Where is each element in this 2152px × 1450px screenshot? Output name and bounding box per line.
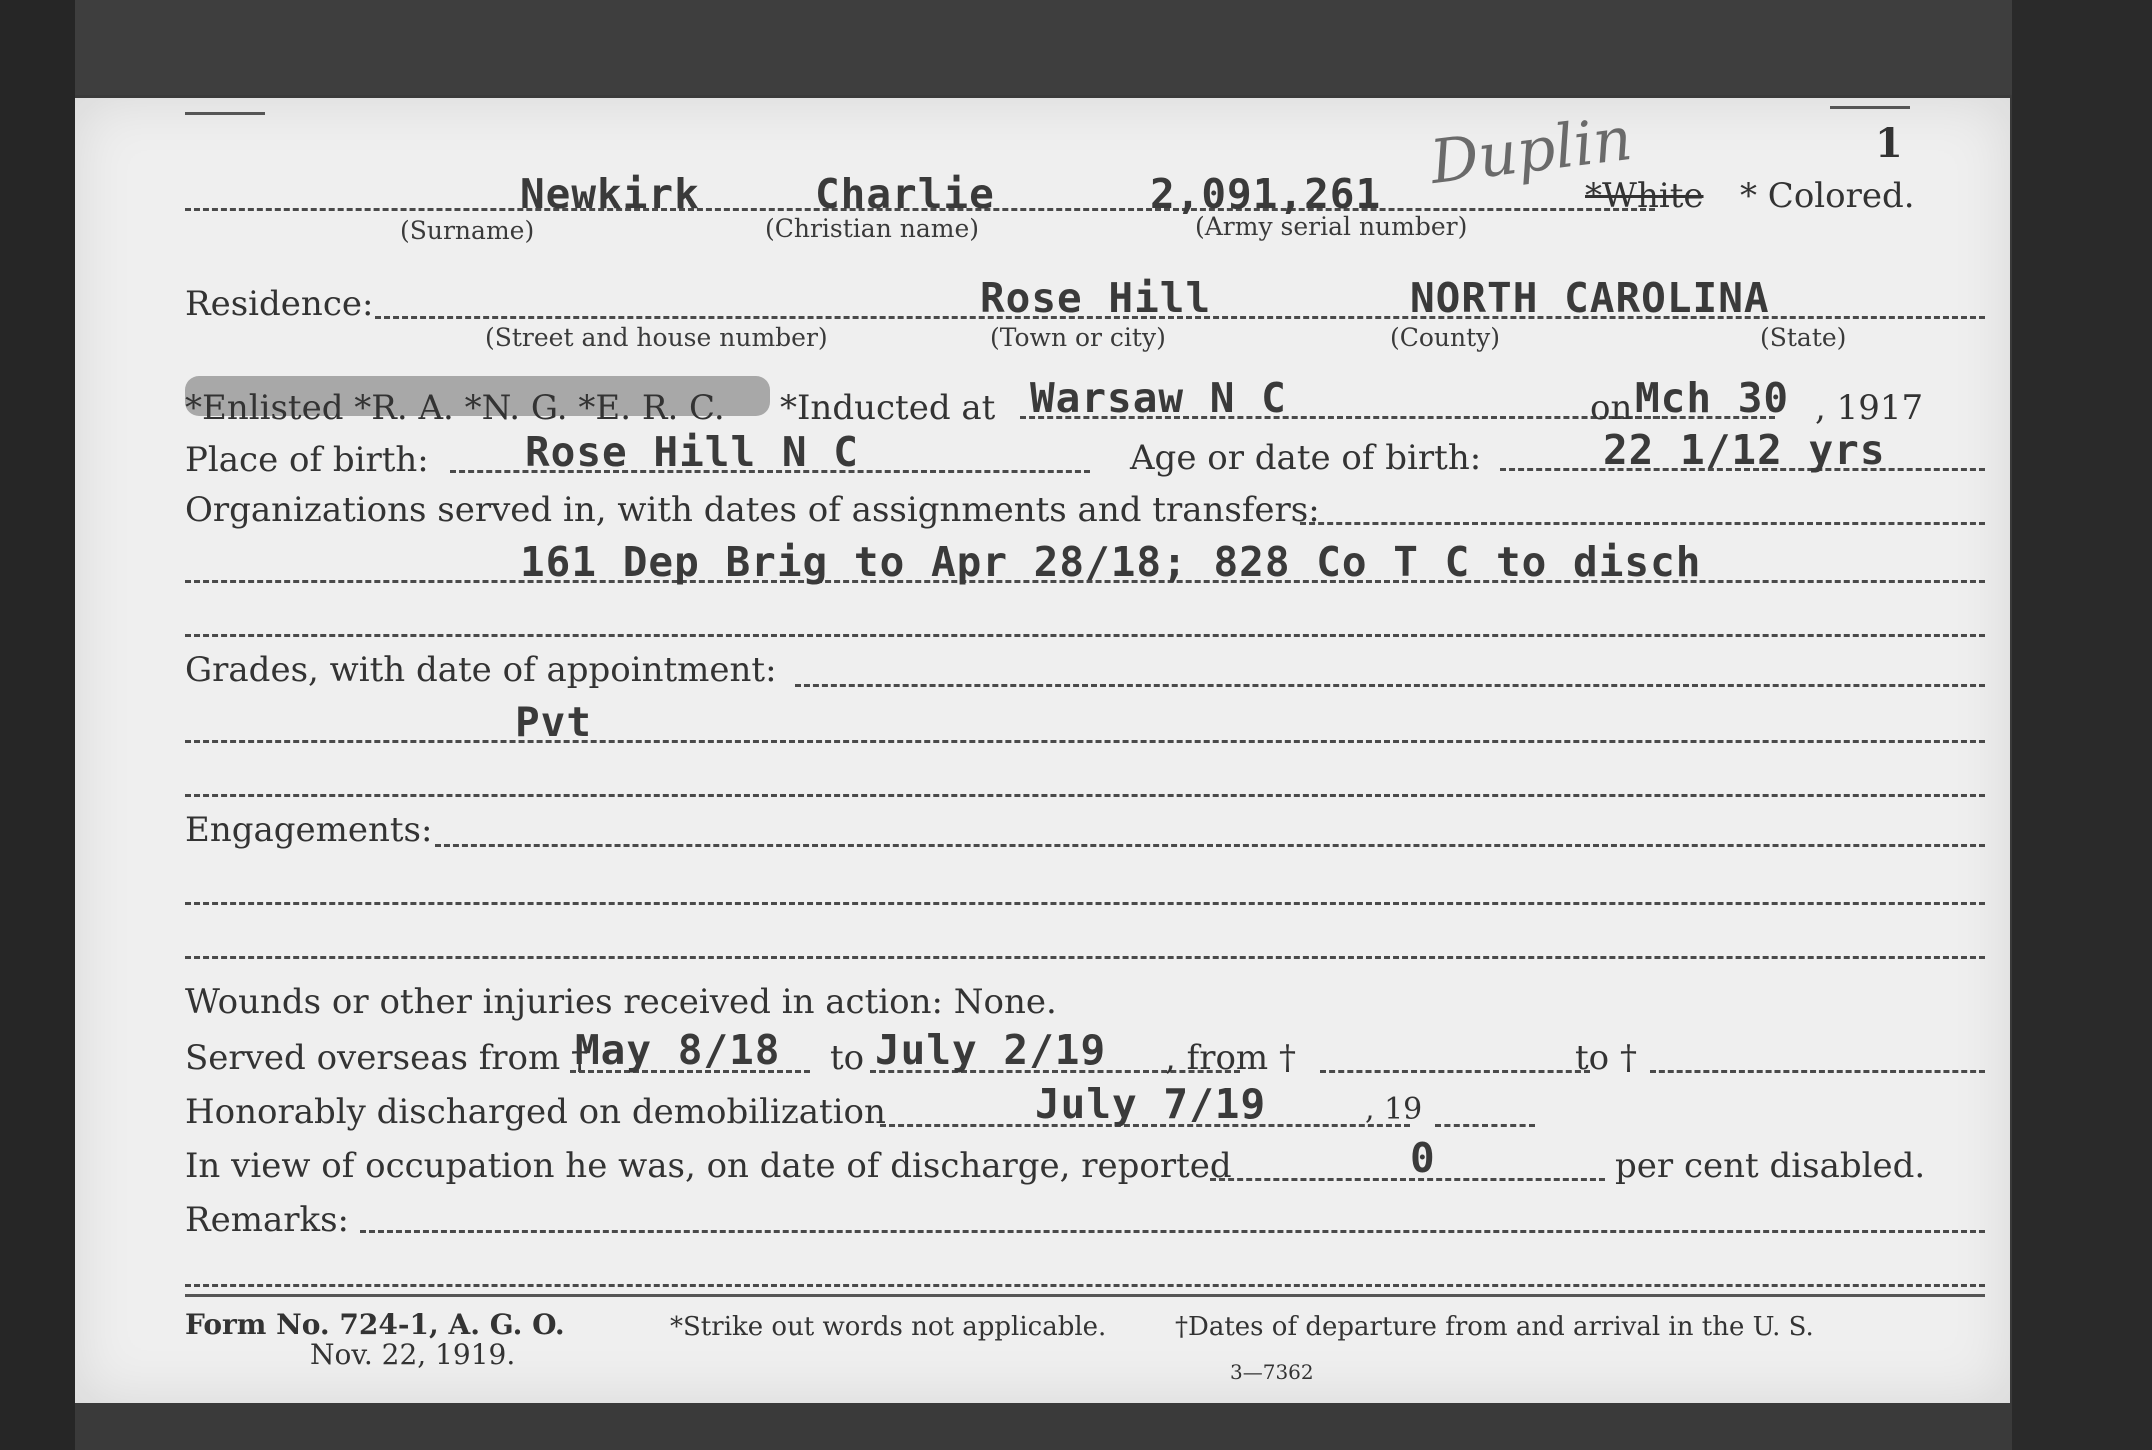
age-label: Age or date of birth: [1130, 438, 1482, 478]
engagements-line-2 [185, 902, 1985, 905]
disability-label: In view of occupation he was, on date of discharge, reported [185, 1146, 1232, 1186]
age-value: 22 1/12 yrs [1603, 426, 1886, 474]
overseas-to-label: to [830, 1038, 865, 1078]
birth-place-value: Rose Hill N C [525, 428, 859, 476]
caption-town: (Town or city) [990, 323, 1166, 352]
background-right [2012, 0, 2152, 1450]
grades-label: Grades, with date of appointment: [185, 650, 777, 690]
service-record-card [75, 98, 2010, 1403]
caption-county: (County) [1390, 323, 1501, 352]
grades-line-1 [795, 684, 1985, 687]
footnote-dagger: †Dates of departure from and arrival in the U. S. [1175, 1312, 1814, 1342]
overseas-to-label-2: to † [1575, 1038, 1637, 1078]
card-number: 1 [1875, 120, 1903, 167]
organizations-label: Organizations served in, with dates of assignments and transfers: [185, 490, 1320, 530]
discharge-year-line [1435, 1124, 1535, 1127]
disability-value: 0 [1410, 1134, 1436, 1182]
form-number: Form No. 724-1, A. G. O. [185, 1308, 565, 1341]
grades-line-3 [185, 794, 1985, 797]
grade-value: Pvt [515, 698, 593, 746]
enlisted-options: *Enlisted *R. A. *N. G. *E. R. C. [185, 388, 725, 428]
inducted-date-value: Mch 30 [1635, 374, 1790, 422]
background-left [0, 0, 75, 1450]
discharge-date-value: July 7/19 [1035, 1080, 1267, 1128]
inducted-label: *Inducted at [780, 388, 996, 428]
discharge-label: Honorably discharged on demobilization [185, 1092, 886, 1132]
discharge-year: , 19 [1365, 1092, 1423, 1127]
christian-name-value: Charlie [815, 170, 995, 218]
overseas-from-line-2 [1320, 1070, 1590, 1073]
overseas-to-value: July 2/19 [875, 1026, 1107, 1074]
residence-state-value: NORTH CAROLINA [1410, 274, 1770, 322]
wounds-text: Wounds or other injuries received in action: None. [185, 982, 1057, 1022]
engagements-label: Engagements: [185, 810, 433, 850]
remarks-line-2 [185, 1284, 1985, 1287]
residence-town-value: Rose Hill [980, 274, 1212, 322]
overseas-from-value: May 8/18 [575, 1026, 781, 1074]
residence-label: Residence: [185, 284, 374, 324]
form-date: Nov. 22, 1919. [310, 1338, 516, 1371]
caption-state: (State) [1760, 323, 1847, 352]
birth-place-label: Place of birth: [185, 440, 429, 480]
overseas-from-label-2: , from † [1165, 1038, 1296, 1078]
organizations-value: 161 Dep Brig to Apr 28/18; 828 Co T C to disch [520, 538, 1702, 586]
remarks-line-1 [360, 1230, 1985, 1233]
remarks-label: Remarks: [185, 1200, 349, 1240]
engagements-line-3 [185, 956, 1985, 959]
caption-street: (Street and house number) [485, 323, 828, 352]
caption-christian-name: (Christian name) [765, 214, 980, 243]
engagements-line-1 [435, 844, 1985, 847]
race-white: *White [1585, 176, 1704, 216]
caption-serial-number: (Army serial number) [1195, 212, 1468, 241]
inducted-year: , 1917 [1815, 388, 1924, 428]
inducted-place-value: Warsaw N C [1030, 374, 1287, 422]
on-label: on [1590, 388, 1633, 428]
footer-rule [185, 1294, 1985, 1297]
organizations-line-1 [1300, 522, 1985, 525]
overseas-to-line-2 [1650, 1070, 1985, 1073]
print-code: 3—7362 [1230, 1360, 1314, 1384]
surname-value: Newkirk [520, 170, 700, 218]
footnote-strike: *Strike out words not applicable. [670, 1312, 1107, 1342]
overseas-label: Served overseas from † [185, 1038, 589, 1078]
serial-number-value: 2,091,261 [1150, 170, 1382, 218]
top-left-rule [185, 112, 265, 115]
top-right-rule [1830, 106, 1910, 109]
disability-suffix: per cent disabled. [1615, 1146, 1926, 1186]
background-top [0, 0, 2152, 95]
handwritten-county: Duplin [1426, 103, 1636, 199]
race-colored: * Colored. [1740, 176, 1915, 216]
disability-line [1210, 1178, 1605, 1181]
organizations-line-3 [185, 634, 1985, 637]
grades-line-2 [185, 740, 1985, 743]
caption-surname: (Surname) [400, 216, 535, 245]
